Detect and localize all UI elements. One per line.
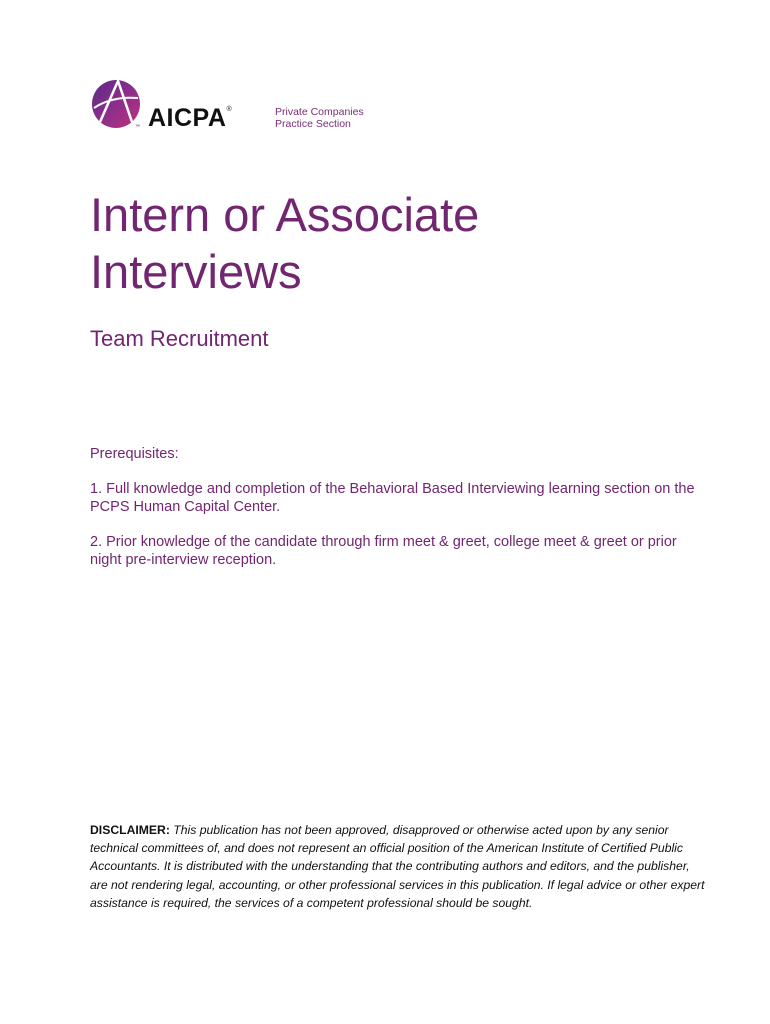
disclaimer-text: This publication has not been approved, disapproved or otherwise acted upon by any senior technical committees of, and does not represent an official position of the American Institute of Certified Public Accountants. It is distributed with the understanding that the contributing authors and editors, and the publisher, are not rendering legal, accounting, or other professional services in this publication. If legal advice or other expert assistance is required, the services of a competent professional should be sought. bbox=[90, 823, 705, 910]
logo-wordmark bbox=[148, 104, 232, 133]
page-subtitle: Team Recruitment bbox=[90, 326, 269, 351]
logo-text: AICPA bbox=[148, 104, 227, 132]
registered-mark: ® bbox=[226, 106, 233, 113]
title-line-2: Interviews bbox=[90, 245, 302, 298]
page-title bbox=[90, 186, 479, 300]
section-line-1: Private Companies bbox=[275, 106, 364, 118]
globe-icon bbox=[92, 78, 140, 130]
prerequisites-section bbox=[90, 445, 710, 586]
aicpa-logo bbox=[92, 78, 140, 130]
prerequisite-item: 1. Full knowledge and completion of the Behavioral Based Interviewing learning section on the PCPS Human Capital Center. bbox=[90, 481, 695, 515]
section-label bbox=[275, 106, 364, 130]
prerequisite-item: 2. Prior knowledge of the candidate through firm meet & greet, college meet & greet or prior night pre-interview reception. bbox=[90, 534, 677, 568]
section-line-2: Practice Section bbox=[275, 118, 351, 130]
trademark-symbol: ™ bbox=[135, 124, 140, 130]
disclaimer bbox=[90, 821, 705, 912]
disclaimer-label: DISCLAIMER: bbox=[90, 823, 170, 837]
title-line-1: Intern or Associate bbox=[90, 188, 480, 241]
prerequisites-heading: Prerequisites: bbox=[90, 446, 179, 462]
